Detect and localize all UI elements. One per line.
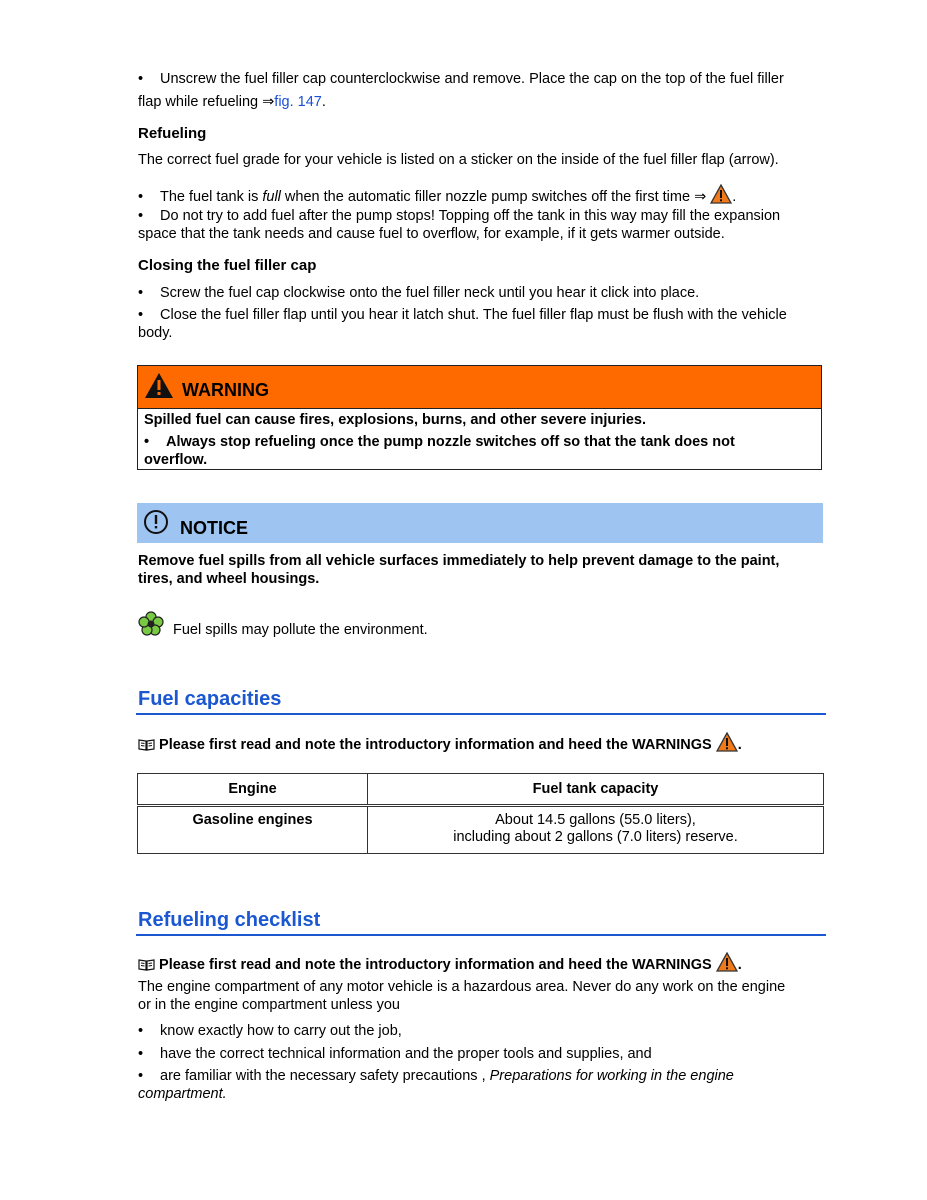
table-row bbox=[138, 806, 824, 854]
fuel-capacity-table bbox=[137, 773, 824, 854]
section-divider bbox=[136, 713, 826, 715]
no-topping-bullet-cont: space that the tank needs and cause fuel to overflow, for example, if it gets warmer outside. bbox=[138, 226, 725, 242]
notice-line-cont: tires, and wheel housings. bbox=[138, 571, 320, 587]
notice-header bbox=[137, 503, 823, 543]
refueling-checklist-title: Refueling checklist bbox=[138, 909, 321, 931]
list-item: • have the correct technical information and the proper tools and supplies, and bbox=[138, 1046, 652, 1062]
bullet-dot: • bbox=[138, 71, 144, 87]
column-header-engine: Engine bbox=[138, 774, 368, 806]
environment-note: Fuel spills may pollute the environment. bbox=[173, 622, 428, 638]
list-item: • know exactly how to carry out the job, bbox=[138, 1023, 402, 1039]
figure-link[interactable]: fig. 147 bbox=[274, 94, 322, 110]
notice-line: Remove fuel spills from all vehicle surfaces immediately to help prevent damage to the paint, bbox=[138, 553, 780, 569]
read-note: Please first read and note the introductory information and heed the WARNINGS . bbox=[138, 952, 742, 973]
cap-removal-bullet: • Unscrew the fuel filler cap counterclockwise and remove. Place the cap on the top of the fuel filler bbox=[138, 71, 784, 87]
no-topping-bullet: • Do not try to add fuel after the pump stops! Topping off the tank in this way may fill the expansion bbox=[138, 208, 781, 224]
checklist-intro: The engine compartment of any motor vehicle is a hazardous area. Never do any work on the engine bbox=[138, 979, 786, 995]
exclamation-circle-icon bbox=[143, 509, 169, 535]
warning-header bbox=[138, 366, 821, 409]
close-flap-bullet-cont: body. bbox=[138, 325, 173, 341]
column-header-capacity: Fuel tank capacity bbox=[368, 774, 824, 806]
capacity-cell: About 14.5 gallons (55.0 liters), including about 2 gallons (7.0 liters) reserve. bbox=[368, 806, 824, 854]
warning-triangle-icon[interactable] bbox=[710, 184, 732, 204]
list-item-cont bbox=[138, 1085, 822, 1103]
flower-icon bbox=[138, 611, 164, 637]
close-flap-bullet: • Close the fuel filler flap until you hear it latch shut. The fuel filler flap must be flush with the vehicle bbox=[138, 307, 787, 323]
preparations-link-cont[interactable]: compartment. bbox=[138, 1086, 227, 1102]
refueling-heading: Refueling bbox=[138, 125, 207, 142]
screw-cap-bullet: • Screw the fuel cap clockwise onto the fuel filler neck until you hear it click into place. bbox=[138, 285, 700, 301]
preparations-link[interactable]: Preparations for working in the engine bbox=[489, 1068, 734, 1084]
warning-box bbox=[137, 365, 822, 470]
warning-bullet-cont: overflow. bbox=[144, 452, 208, 468]
book-icon bbox=[138, 738, 155, 751]
warning-bullet: • Always stop refueling once the pump nozzle switches off so that the tank does not bbox=[144, 434, 735, 450]
warning-title: WARNING bbox=[182, 380, 269, 400]
engine-cell: Gasoline engines bbox=[138, 806, 368, 854]
warning-triangle-icon bbox=[144, 372, 174, 399]
read-note: Please first read and note the introductory information and heed the WARNINGS . bbox=[138, 732, 742, 753]
book-icon bbox=[138, 958, 155, 971]
arrow-ref: ⇒ bbox=[262, 94, 275, 110]
tank-full-bullet: • The fuel tank is full when the automatic filler nozzle pump switches off the first time ⇒ . bbox=[138, 184, 822, 206]
table-header-row bbox=[138, 774, 824, 806]
warning-line: Spilled fuel can cause fires, explosions, burns, and other severe injuries. bbox=[144, 412, 647, 428]
closing-heading: Closing the fuel filler cap bbox=[138, 257, 317, 274]
notice-title: NOTICE bbox=[180, 518, 249, 538]
warning-triangle-icon[interactable] bbox=[716, 952, 738, 972]
fuel-capacities-title: Fuel capacities bbox=[138, 688, 282, 710]
list-item: • are familiar with the necessary safety precautions , Preparations for working in the engine bbox=[138, 1068, 734, 1084]
warning-triangle-icon[interactable] bbox=[716, 732, 738, 752]
checklist-intro-cont: or in the engine compartment unless you bbox=[138, 997, 400, 1013]
cap-removal-bullet-cont: flap while refueling ⇒fig. 147. bbox=[138, 94, 326, 110]
section-divider bbox=[136, 934, 826, 936]
refueling-intro: The correct fuel grade for your vehicle is listed on a sticker on the inside of the fuel filler flap (arrow). bbox=[138, 152, 779, 168]
